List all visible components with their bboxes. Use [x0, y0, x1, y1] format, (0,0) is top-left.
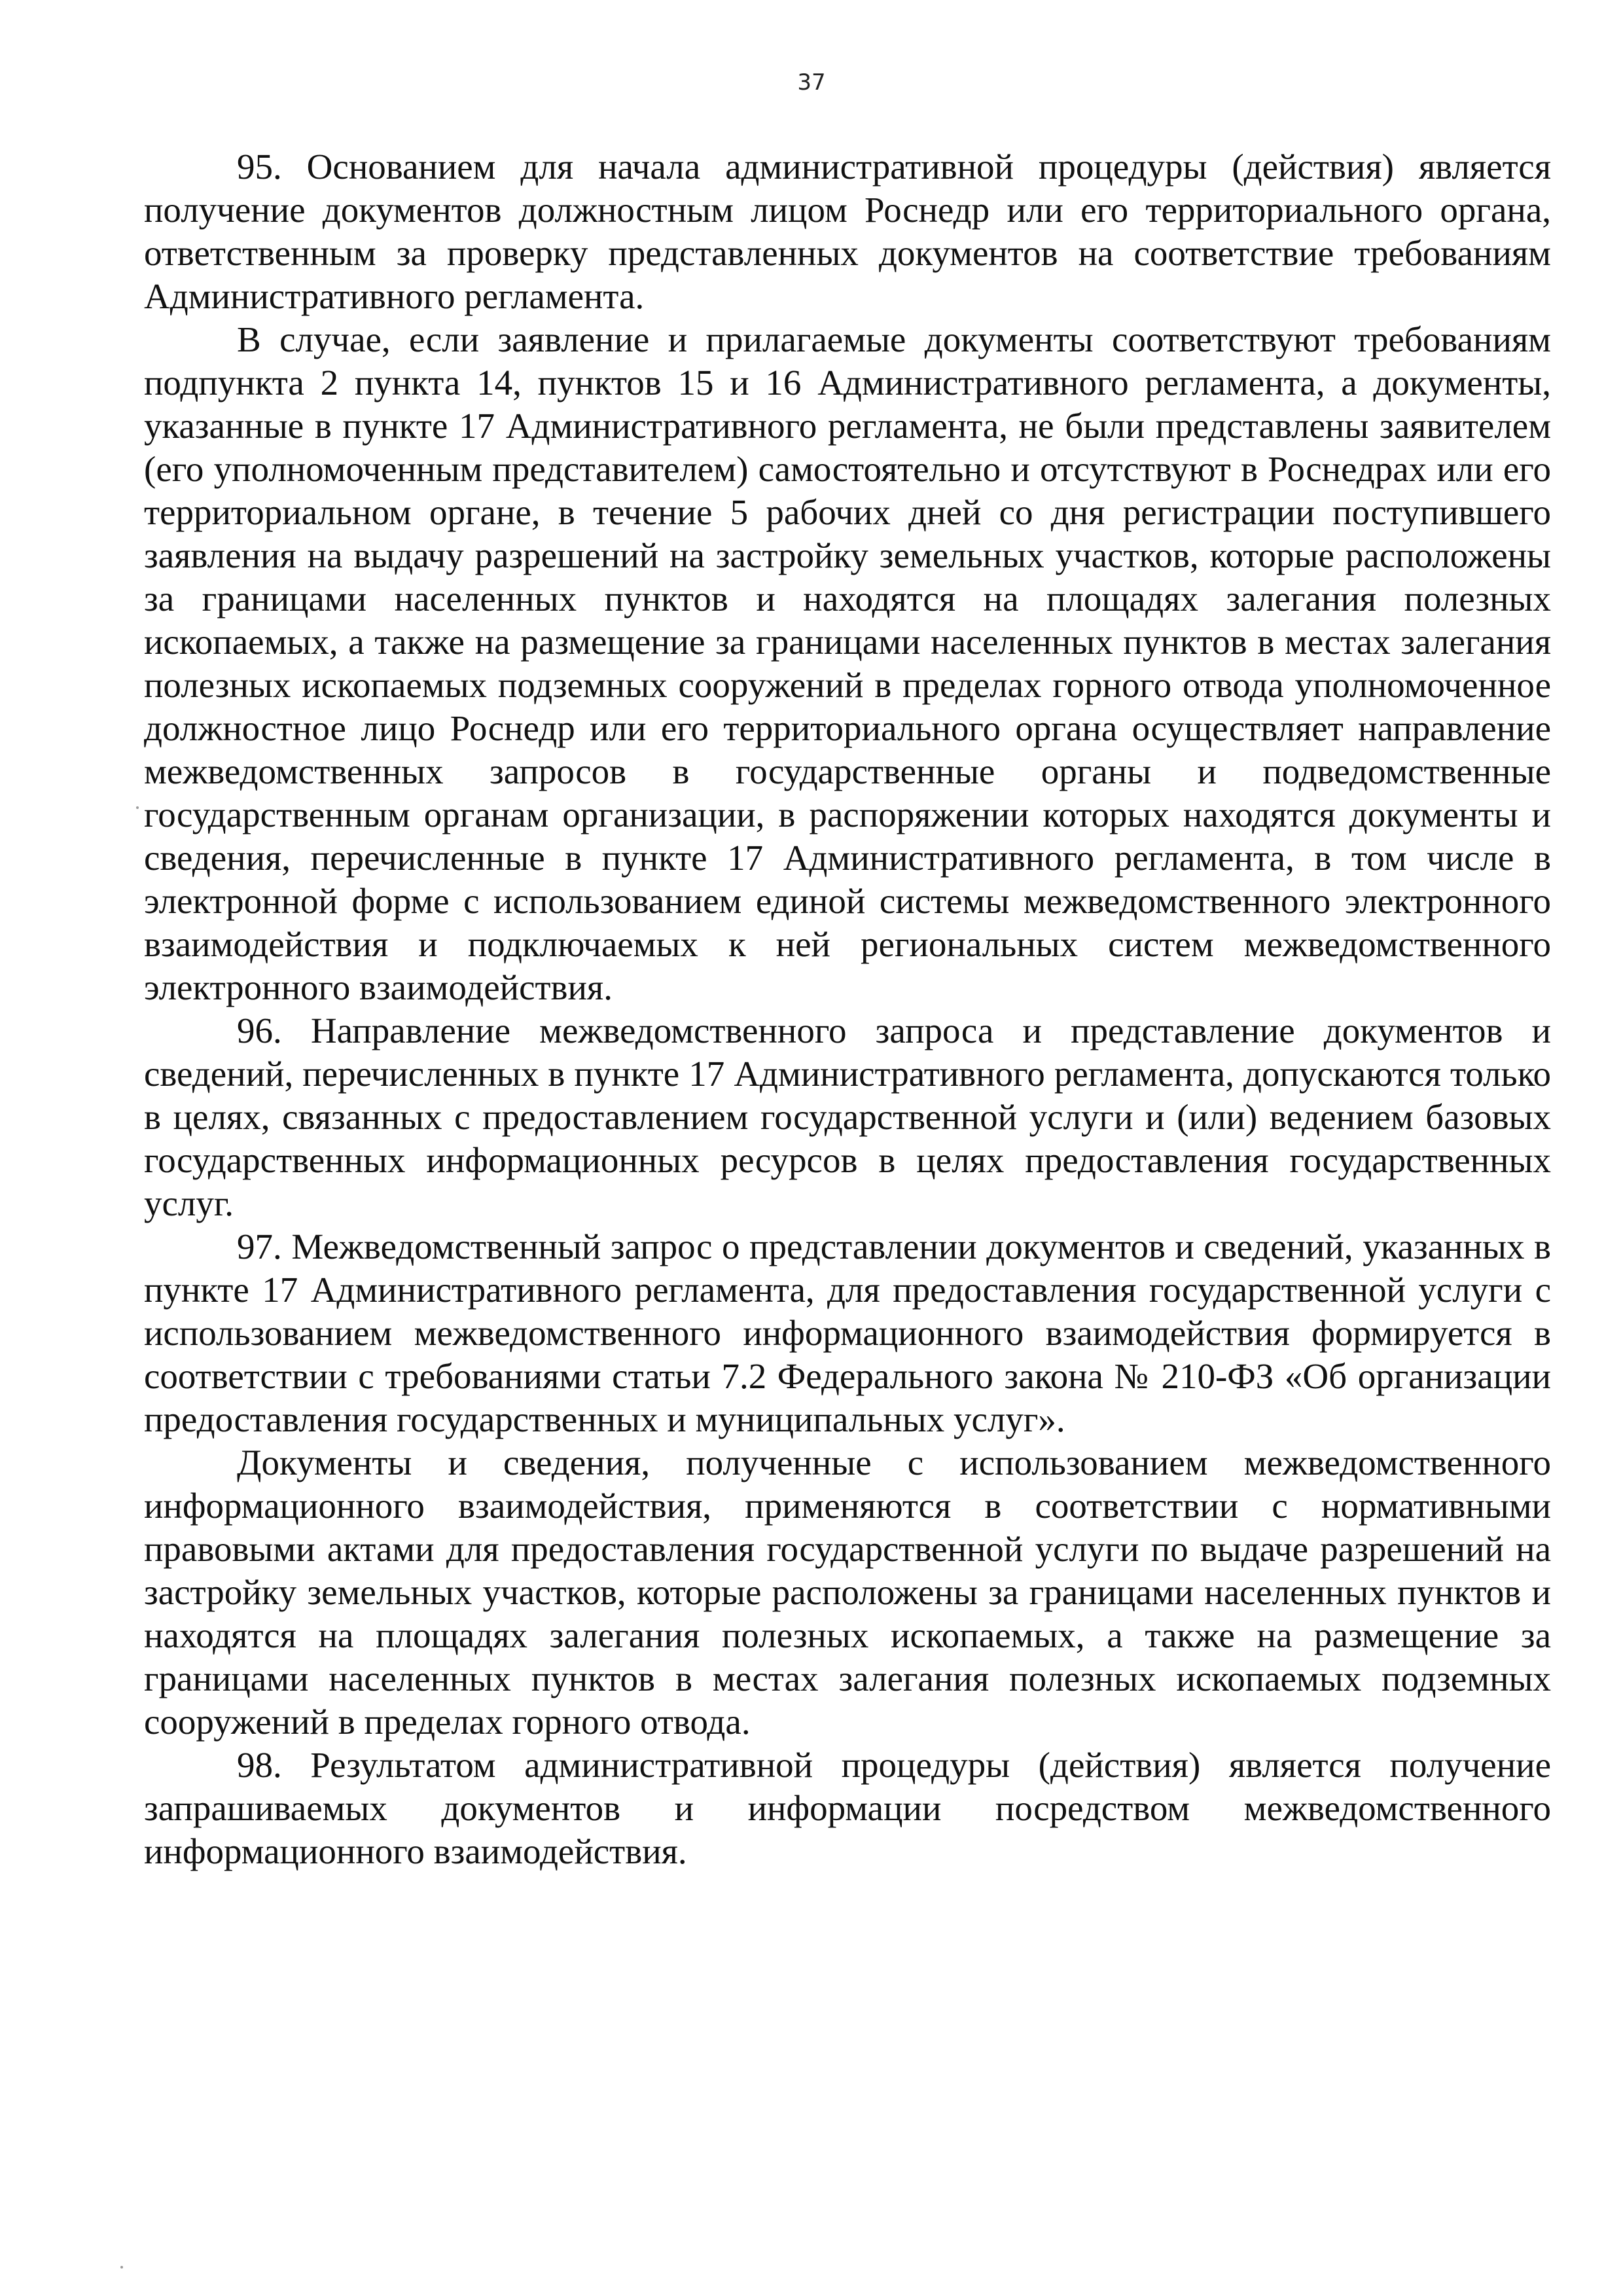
paragraph-97: 97. Межведомственный запрос о представлении документов и сведений, указанных в пункте 17 Административного регламента, для предоставления государственной услуги с использованием межведомственного информационного взаимодействия формируется в соответствии с требованиями статьи 7.2 Федерального закона № 210-ФЗ «Об организации предоставления государственных и муниципальных услуг». [144, 1227, 1551, 1439]
scan-speck [136, 806, 139, 809]
paragraph-96: 96. Направление межведомственного запроса и представление документов и сведений, перечисленных в пункте 17 Административного регламента, допускаются только в целях, связанных с предоставлением государственной услуги и (или) ведением базовых государственных информационных ресурсов в целях предоставления государственных услуг. [144, 1011, 1551, 1223]
paragraph-95-continuation: В случае, если заявление и прилагаемые документы соответствуют требованиям подпункта 2 пункта 14, пунктов 15 и 16 Административного регламента, а документы, указанные в пункте 17 Административного регламента, не были представлены заявителем (его уполномоченным представителем) самостоятельно и отсутствуют в Роснедрах или его территориальном органе, в течение 5 рабочих дней со дня регистрации поступившего заявления на выдачу разрешений на застройку земельных участков, которые расположены за границами населенных пунктов и находятся на площадях залегания полезных ископаемых, а также на размещение за границами населенных пунктов в местах залегания полезных ископаемых подземных сооружений в пределах горного отвода уполномоченное должностное лицо Роснедр или его территориального органа осуществляет направление межведомственных запросов в государственные органы и подведомственные государственным органам организации, в распоряжении которых находятся документы и сведения, перечисленные в пункте 17 Административного регламента, в том числе в электронной форме с использованием единой системы межведомственного электронного взаимодействия и подключаемых к ней региональных систем межведомственного электронного взаимодействия. [144, 319, 1551, 1007]
paragraph-97-continuation: Документы и сведения, полученные с использованием межведомственного информационного взаимодействия, применяются в соответствии с нормативными правовыми актами для предоставления государственной услуги по выдаче разрешений на застройку земельных участков, которые расположены за границами населенных пунктов и находятся на площадях залегания полезных ископаемых, а также на размещение за границами населенных пунктов в местах залегания полезных ископаемых подземных сооружений в пределах горного отвода. [144, 1443, 1551, 1742]
page-number: 37 [797, 69, 826, 96]
document-body [144, 145, 1551, 1873]
paragraph-95: 95. Основанием для начала административной процедуры (действия) является получение документов должностным лицом Роснедр или его территориального органа, ответственным за проверку представленных документов на соответствие требованиям Административного регламента. [144, 147, 1551, 316]
scan-speck [120, 2266, 123, 2269]
paragraph-98: 98. Результатом административной процедуры (действия) является получение запрашиваемых документов и информации посредством межведомственного информационного взаимодействия. [144, 1745, 1551, 1871]
